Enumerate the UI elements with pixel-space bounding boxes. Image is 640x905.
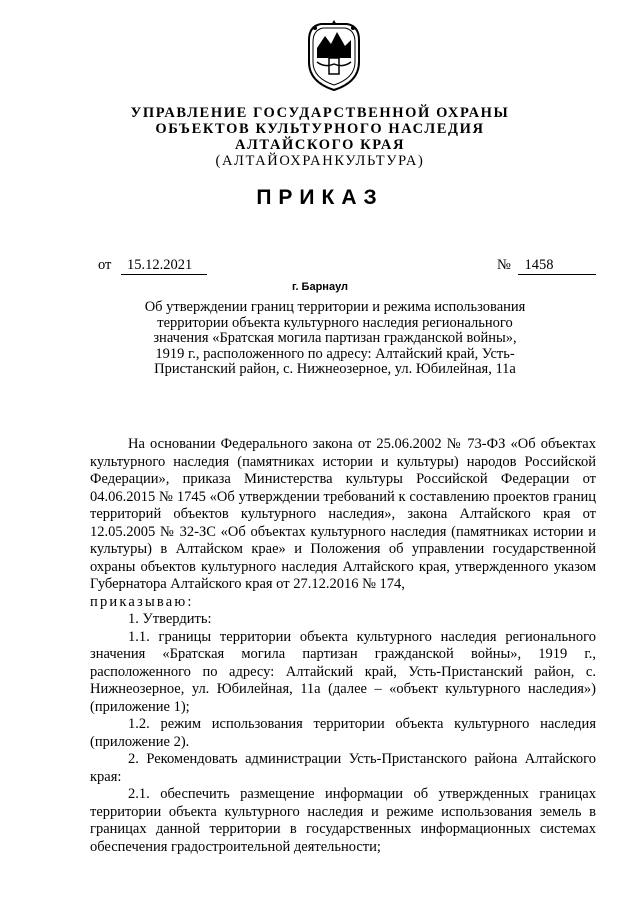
org-short-name: (АЛТАЙОХРАНКУЛЬТУРА): [215, 153, 425, 169]
org-name-line-3: АЛТАЙСКОГО КРАЯ: [234, 137, 406, 153]
number-label: №: [497, 257, 511, 273]
order-subject: [120, 300, 550, 378]
subject-line: значения «Братская могила партизан гражданской войны»,: [153, 330, 517, 346]
subject-line: Пристанский район, с. Нижнеозерное, ул. Юбилейная, 11а: [154, 361, 516, 377]
org-name-line-2: ОБЪЕКТОВ КУЛЬТУРНОГО НАСЛЕДИЯ: [155, 121, 485, 137]
subject-line: Об утверждении границ территории и режима использования: [144, 299, 526, 315]
item-1: 1. Утвердить:: [128, 611, 212, 627]
date-value: 15.12.2021: [121, 256, 207, 275]
item-1-1: 1.1. границы территории объекта культурного наследия регионального значения «Братская могила партизан гражданской войны», 1919 г., расположенного по адресу: Алтайский край, Усть-Пристанский район, с. Нижнеозерное, ул. Юбилейная, 11а (далее – «объект культурного наследия») (приложение 1);: [90, 628, 596, 715]
coat-of-arms-emblem: [303, 18, 365, 92]
order-number: [497, 256, 596, 275]
item-2: 2. Рекомендовать администрации Усть-Пристанского района Алтайского края:: [90, 751, 596, 785]
item-2-1: 2.1. обеспечить размещение информации об утвержденных границах территории объекта культурного наследия и режиме использования земель в границах данной территории в государственных информационных системах обеспечения градостроительной деятельности;: [90, 786, 596, 855]
city-label: г. Барнаул: [291, 281, 349, 293]
subject-line: территории объекта культурного наследия регионального: [157, 314, 513, 331]
preamble-paragraph: На основании Федерального закона от 25.06.2002 № 73-ФЗ «Об объектах культурного наследия (памятниках истории и культуры) народов Российской Федерации», приказа Министерства культуры Российской Федерации от 04.06.2015 № 1745 «Об утверждении требований к составлению проектов границ территорий объектов культурного наследия», закона Алтайского края от 12.05.2005 № 32-ЗС «Об объектах культурного наследия (памятниках истории и культуры) в Алтайском крае» и Положения об управлении государственной охраны объектов культурного наследия Алтайского края, утвержденного указом Губернатора Алтайского края от 27.12.2016 № 174,: [90, 436, 596, 592]
document-type-title: ПРИКАЗ: [256, 186, 384, 209]
item-1-2: 1.2. режим использования территории объекта культурного наследия (приложение 2).: [90, 716, 596, 750]
date-label: от: [98, 257, 112, 273]
number-value: 1458: [518, 256, 596, 275]
order-body: [90, 436, 596, 856]
order-date: [98, 256, 207, 275]
order-word: приказываю:: [90, 593, 194, 610]
org-name-line-1: УПРАВЛЕНИЕ ГОСУДАРСТВЕННОЙ ОХРАНЫ: [130, 105, 510, 121]
subject-line: 1919 г., расположенного по адресу: Алтайский край, Усть-: [155, 345, 515, 362]
